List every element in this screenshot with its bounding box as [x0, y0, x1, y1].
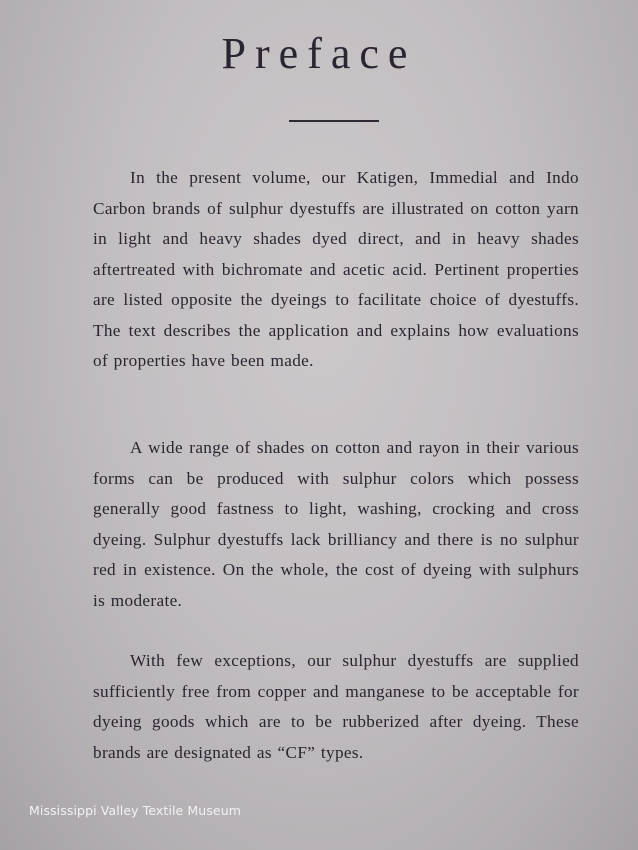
title-divider	[289, 120, 379, 122]
paragraph-3: With few exceptions, our sulphur dyestuffs are supplied sufficiently free from copper and manganese to be acceptable for dyeing goods which are to be rubberized after dyeing. These brands are designated as “CF” types.	[93, 651, 579, 762]
paragraph-2: A wide range of shades on cotton and rayon in their various forms can be produced with sulphur colors which possess generally good fastness to light, washing, crocking and cross dyeing. Sulphur dyestuffs lack brilliancy and there is no sulphur red in existence. On the whole, the cost of dyeing with sulphurs is moderate.	[93, 438, 579, 610]
page-title: Preface	[221, 29, 417, 78]
museum-watermark: Mississippi Valley Textile Museum	[29, 803, 242, 818]
paragraph-1: In the present volume, our Katigen, Immedial and Indo Carbon brands of sulphur dyestuffs are illustrated on cotton yarn in light and heavy shades dyed direct, and in heavy shades aftertreated with bichromate and acetic acid. Pertinent properties are listed opposite the dyeings to facilitate choice of dyestuffs. The text describes the application and explains how evaluations of properties have been made.	[93, 168, 579, 370]
